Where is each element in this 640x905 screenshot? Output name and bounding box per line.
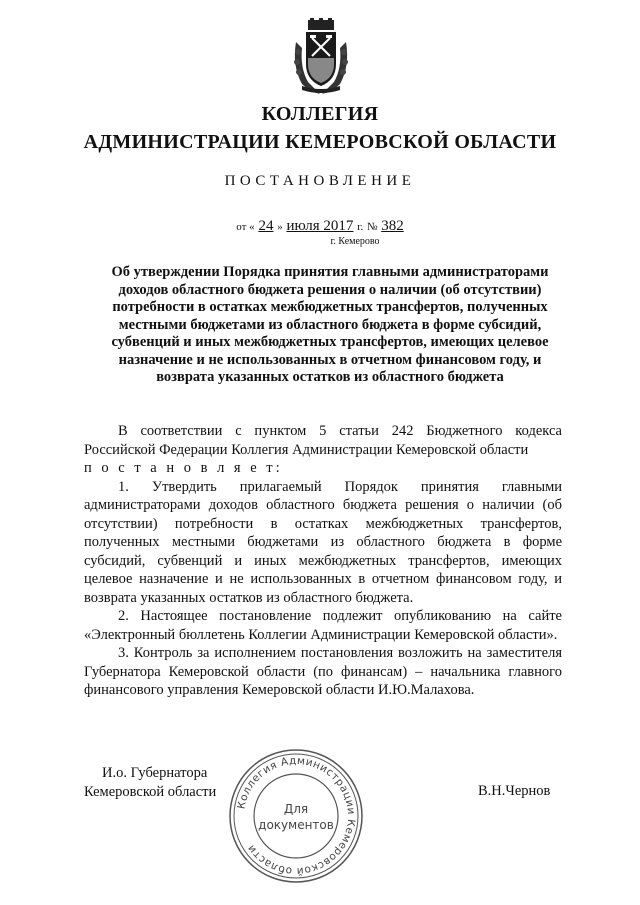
- stamp-ring-text: Коллегия Администрации Кемеровской области: [235, 754, 358, 878]
- administration-heading: АДМИНИСТРАЦИИ КЕМЕРОВСКОЙ ОБЛАСТИ: [83, 131, 557, 153]
- signer-name: В.Н.Чернов: [478, 783, 551, 799]
- document-date: [0, 218, 640, 235]
- coat-of-arms-icon: [290, 18, 352, 96]
- date-month-year: июля 2017: [286, 218, 354, 234]
- date-suffix: г.: [357, 221, 364, 233]
- document-body: [84, 422, 562, 700]
- document-number: 382: [381, 218, 404, 234]
- signer-position-line2: Кемеровской области: [84, 784, 217, 800]
- intro-paragraph: В соответствии с пунктом 5 статьи 242 Бюджетного кодекса Российской Федерации Коллегия Администрации Кемеровской области: [84, 423, 562, 458]
- item-1: 1. Утвердить прилагаемый Порядок принятия главными администраторами доходов областного бюджета решения о наличии (об отсутствии) потребности в остатках межбюджетных трансфертов, полученных местными бюджетами из областного бюджета в форме субсидий, субвенций и иных межбюджетных трансфертов, имеющих целевое назначение и не использованных в отчетном финансовом году, и возврата указанных остатков из областного бюджета.: [84, 478, 562, 606]
- document-title: Об утверждении Порядка принятия главными администраторами доходов областного бюджета решения о наличии (об отсутствии) потребности в остатках межбюджетных трансфертов, полученных местными бюджетами из областного бюджета в форме субсидий, субвенций и иных межбюджетных трансфертов, имеющих целевое назначение и не использованных в отчетном финансовом году, и возврата указанных остатков из областного бюджета: [111, 264, 549, 385]
- city-label: г. Кемерово: [330, 236, 380, 247]
- document-type: ПОСТАНОВЛЕНИЕ: [224, 173, 416, 189]
- signer-position: [84, 764, 216, 802]
- item-2: 2. Настоящее постановление подлежит опубликованию на сайте «Электронный бюллетень Коллегии Администрации Кемеровской области».: [84, 608, 562, 643]
- collegium-heading: КОЛЛЕГИЯ: [261, 103, 379, 125]
- date-mid: »: [277, 221, 283, 233]
- stamp-center-line1: Для: [283, 802, 309, 816]
- signer-position-line1: И.о. Губернатора: [102, 765, 208, 781]
- resolves-line: п о с т а н о в л я е т:: [84, 460, 283, 476]
- date-day: 24: [258, 218, 274, 234]
- official-stamp: [226, 746, 366, 886]
- item-3: 3. Контроль за исполнением постановления возложить на заместителя Губернатора Кемеровской области (по финансам) – начальника главного финансового управления Кемеровской области И.Ю.Малахова.: [84, 645, 562, 698]
- date-prefix: от «: [236, 221, 255, 233]
- stamp-center-line2: документов: [258, 818, 334, 832]
- number-label: №: [366, 221, 378, 233]
